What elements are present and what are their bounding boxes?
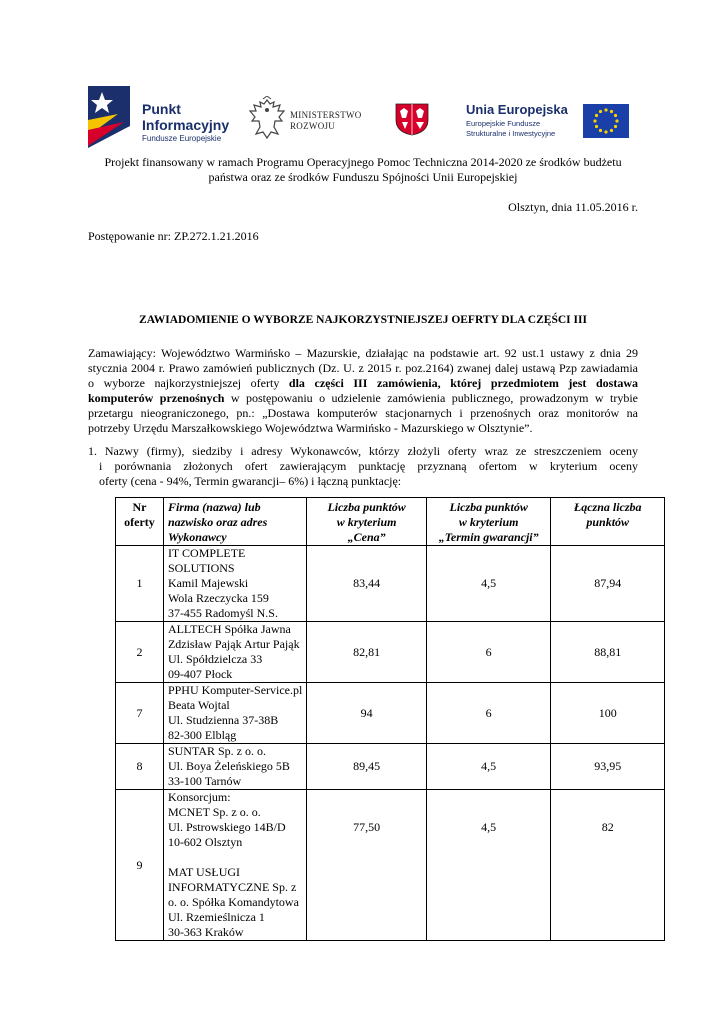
offer-total-points: 82	[551, 790, 665, 941]
offer-price-points: 77,50	[307, 790, 427, 941]
offer-nr: 1	[116, 546, 164, 622]
unia-europejska-logo	[466, 102, 636, 142]
table-row	[116, 546, 665, 622]
intro-paragraph: Zamawiający: Województwo Warmińsko – Mazurskie, działając na podstawie art. 92 ust.1 ustawy z dnia 29 stycznia 2004 r. Prawo zamówień publicznych (Dz. U. z 2015 r. poz.2164) zwanej dalej ustawą Pzp zawiadamia o wyborze najkorzystniejszej oferty dla części III zamówienia, której przedmiotem jest dostawa komputerów przenośnych w postępowaniu o udzielenie zamówienia publicznego, prowadzonym w trybie przetargu nieograniczonego, pn.: „Dostawa komputerów stacjonarnych i przenośnych oraz monitorów na potrzeby Urzędu Marszałkowskiego Województwa Warmińsko - Mazurskiego w Olsztynie”.	[88, 346, 638, 435]
offer-warranty-points: 6	[426, 622, 551, 683]
offer-warranty-points: 6	[426, 683, 551, 744]
header-total: Łączna liczba punktów	[551, 498, 665, 546]
punkt-informacyjny-logo	[88, 86, 238, 148]
ue-subtitle: Europejskie Fundusze Strukturalne i Inwestycyjne	[466, 119, 556, 138]
header-nr: Nr oferty	[116, 498, 164, 546]
offer-nr: 9	[116, 790, 164, 941]
eu-flag-icon	[583, 104, 629, 138]
document-title: ZAWIADOMIENIE O WYBORZE NAJKORZYSTNIEJSZEJ OEFRTY DLA CZĘŚCI III	[139, 314, 587, 326]
offer-firm: PPHU Komputer-Service.pl Beata Wojtal Ul. Studzienna 37-38B 82-300 Elbląg	[163, 683, 306, 744]
table-header-row	[116, 498, 665, 546]
pi-title: Punkt Informacyjny	[142, 101, 230, 133]
offer-nr: 8	[116, 744, 164, 790]
offer-nr: 7	[116, 683, 164, 744]
offer-firm: Konsorcjum: MCNET Sp. z o. o. Ul. Pstrowskiego 14B/D 10-602 Olsztyn MAT USŁUGI INFORMATYCZNE Sp. z o. o. Spółka Komandytowa Ul. Rzemieślnicza 1 30-363 Kraków	[163, 790, 306, 941]
offer-firm: SUNTAR Sp. z o. o. Ul. Boya Żeleńskiego 5B 33-100 Tarnów	[163, 744, 306, 790]
offer-total-points: 93,95	[551, 744, 665, 790]
ministerstwo-text: MINISTERSTWO ROZWOJU	[290, 110, 362, 131]
offer-price-points: 83,44	[307, 546, 427, 622]
header-warranty: Liczba punktów w kryterium „Termin gwarancji”	[426, 498, 551, 546]
offers-table	[115, 497, 665, 941]
pi-subtitle: Fundusze Europejskie	[142, 134, 222, 143]
project-funding-note: Projekt finansowany w ramach Programu Operacyjnego Pomoc Techniczna 2014-2020 ze środków budżetu państwa oraz ze środków Funduszu Spójności Unii Europejskiej	[104, 155, 622, 184]
offer-firm: ALLTECH Spółka Jawna Zdzisław Pająk Artur Pająk Ul. Spółdzielcza 33 09-407 Płock	[163, 622, 306, 683]
point-1-paragraph: 1. Nazwy (firmy), siedziby i adresy Wykonawców, którzy złożyli oferty wraz ze streszczeniem oceny i porównania złożonych ofert zawierającym punktację przyznaną ofertom w kryterium oceny oferty (cena - 94%, Termin gwarancji– 6%) i łączną punktację:	[88, 444, 638, 488]
table-row	[116, 622, 665, 683]
offer-price-points: 89,45	[307, 744, 427, 790]
polish-eagle-icon	[248, 96, 286, 140]
header-firm: Firma (nazwa) lub nazwisko oraz adres Wykonawcy	[163, 498, 306, 546]
header-price: Liczba punktów w kryterium „Cena”	[307, 498, 427, 546]
offer-price-points: 94	[307, 683, 427, 744]
offer-warranty-points: 4,5	[426, 546, 551, 622]
offer-total-points: 88,81	[551, 622, 665, 683]
offer-warranty-points: 4,5	[426, 790, 551, 941]
warmia-mazury-coat-of-arms-icon	[394, 102, 430, 136]
case-number: Postępowanie nr: ZP.272.1.21.2016	[88, 229, 259, 243]
offer-total-points: 87,94	[551, 546, 665, 622]
document-date: Olsztyn, dnia 11.05.2016 r.	[508, 200, 638, 214]
punkt-informacyjny-mark-icon	[88, 86, 138, 148]
table-row	[116, 790, 665, 941]
logo-band	[88, 86, 636, 148]
offer-price-points: 82,81	[307, 622, 427, 683]
table-row	[116, 744, 665, 790]
offer-warranty-points: 4,5	[426, 744, 551, 790]
ue-title: Unia Europejska	[466, 102, 568, 117]
table-row	[116, 683, 665, 744]
offer-total-points: 100	[551, 683, 665, 744]
ministerstwo-rozwoju-logo	[248, 96, 378, 142]
offer-firm: IT COMPLETE SOLUTIONS Kamil Majewski Wola Rzeczycka 159 37-455 Radomyśl N.S.	[163, 546, 306, 622]
offer-nr: 2	[116, 622, 164, 683]
